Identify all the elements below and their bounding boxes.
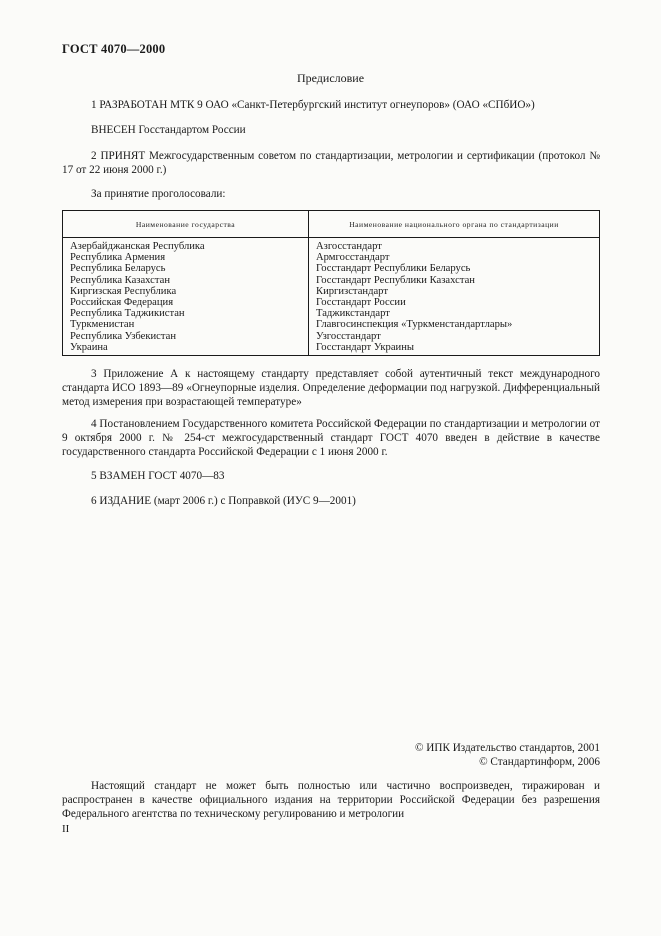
state-name: Киргизская Республика [70, 285, 177, 297]
standards-body-name: Госстандарт Украины [316, 341, 414, 353]
table-header-body: Наименование национального органа по стандартизации [309, 211, 600, 238]
paragraph-4: 4 Постановлением Государственного комитета Российской Федерации по стандартизации и метрологии от 9 октября 2000 г. № 254-ст межгосударственный стандарт ГОСТ 4070 введен в действие в качестве государственного стандарта Российской Федерации с 1 июня 2000 г. [62, 418, 600, 458]
paragraph-1b: ВНЕСЕН Госстандартом России [91, 124, 246, 136]
paragraph-1-text: 1 РАЗРАБОТАН МТК 9 ОАО «Санкт-Петербургский институт огнеупоров» (ОАО «СПбИО») [91, 99, 535, 111]
copyright-line-1: © ИПК Издательство стандартов, 2001 [414, 742, 600, 754]
table-cell-bodies [309, 238, 600, 356]
state-name: Республика Армения [70, 252, 166, 264]
standards-body-name: Киргизстандарт [316, 285, 388, 297]
state-name: Украина [70, 341, 108, 353]
paragraph-6: 6 ИЗДАНИЕ (март 2006 г.) с Поправкой (ИУС 9—2001) [91, 495, 356, 507]
table-header-state: Наименование государства [63, 211, 309, 238]
copyright-line-2: © Стандартинформ, 2006 [479, 756, 600, 768]
state-name: Республика Узбекистан [70, 330, 177, 342]
states-table [62, 210, 600, 356]
voted-label: За принятие проголосовали: [91, 188, 226, 200]
state-name: Российская Федерация [70, 297, 174, 309]
reproduction-notice: Настоящий стандарт не может быть полностью или частично воспроизведен, тиражирован и распространен в качестве официального издания на территории Российской Федерации без разрешения Федерального агентства по техническому регулированию и метрологии [62, 780, 600, 820]
standards-body-name: Госстандарт Республики Казахстан [316, 274, 475, 286]
standards-body-name: Главгосинспекция «Туркменстандартлары» [316, 319, 513, 331]
state-name: Туркменистан [70, 319, 135, 331]
table-cell-states [63, 238, 309, 356]
state-name: Азербайджанская Республика [70, 241, 205, 252]
standards-body-name: Госстандарт Республики Беларусь [316, 263, 471, 275]
copyright-block [300, 741, 600, 769]
standards-body-name: Госстандарт России [316, 297, 406, 309]
standards-body-name: Узгосстандарт [316, 330, 381, 342]
standards-body-name: Армгосстандарт [316, 252, 390, 264]
table-header-row [63, 211, 600, 238]
page-title: Предисловие [296, 71, 365, 85]
state-name: Республика Таджикистан [70, 308, 185, 320]
standards-body-name: Таджикстандарт [316, 308, 390, 320]
standards-body-name: Азгосстандарт [316, 241, 382, 252]
paragraph-1 [62, 98, 600, 112]
paragraph-2: 2 ПРИНЯТ Межгосударственным советом по стандартизации, метрологии и сертификации (протокол № 17 от 22 июня 2000 г.) [62, 150, 600, 176]
state-name: Республика Казахстан [70, 274, 171, 286]
state-name: Республика Беларусь [70, 263, 166, 275]
document-header-id: ГОСТ 4070—2000 [62, 42, 166, 56]
table-row [63, 238, 600, 356]
paragraph-3: 3 Приложение А к настоящему стандарту представляет собой аутентичный текст международного стандарта ИСО 1893—89 «Огнеупорные изделия. Определение деформации под нагрузкой. Дифференциальный метод измерения при возрастающей температуре» [62, 368, 600, 408]
page-number: II [62, 823, 70, 835]
paragraph-5: 5 ВЗАМЕН ГОСТ 4070—83 [91, 470, 225, 482]
